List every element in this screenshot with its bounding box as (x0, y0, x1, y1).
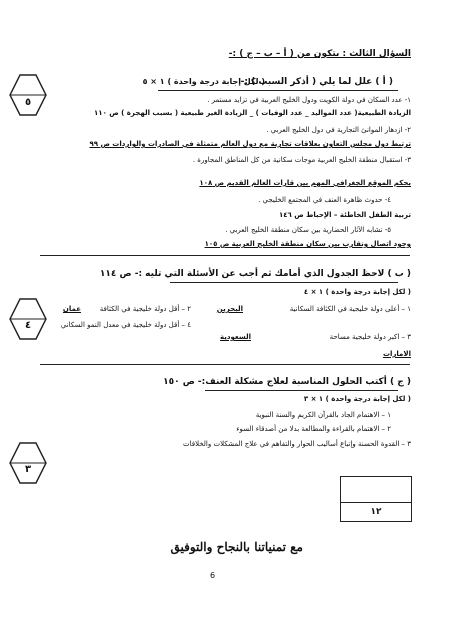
part-c-grading: ( لكل إجابة درجة واحدة ) ١ × ٣ (303, 395, 411, 403)
footer-wish: مع تمنياتنا بالنجاح والتوفيق (170, 540, 303, 554)
part-c-line-2: ٢ – الاهتمام بالقراءة والمطالعة بدلا من أصدقاء السوء (236, 425, 391, 433)
score-hexagon-b-value: ٤ (24, 320, 32, 331)
total-score-value: ١٢ (370, 507, 382, 517)
part-b-heading-underline (170, 282, 398, 283)
part-b-answer-1: البحرين (216, 305, 243, 313)
part-a-line-3: ٣- استقبال منطقة الخليج العربية موجات سكانية من كل المناطق المجاورة . (192, 156, 411, 164)
part-a-answer-4: تربية الطفل الخاطئة – الإحباط ص ١٤٦ (278, 211, 411, 219)
part-a-answer-5: وجود اتصال وتقارب بين سكان منطقة الخليج العربية ص ١٠٥ (204, 240, 411, 248)
section-title: السؤال الثالث : يتكون من ( أ – ب – ج ) :- (228, 49, 411, 59)
part-b-question-3: ٣ – اكبر دولة خليجية مساحة (329, 333, 411, 341)
part-b-question-1: ١ – أعلى دولة خليجية في الكثافة السكانية (289, 305, 411, 313)
part-a-line-2: ٢- ازدهار الموانئ التجارية في دول الخليج العربي . (266, 126, 411, 134)
part-a-line-1: ١- عدد السكان في دولة الكويت ودول الخليج العربية في تزايد مستمر . (207, 96, 411, 104)
section-divider-2 (40, 364, 410, 365)
part-b-answer-2: عمان (62, 305, 81, 313)
total-score-box (340, 476, 412, 522)
score-hexagon-a-value: ٥ (24, 97, 32, 108)
part-b-answer-3: السعودية (220, 333, 251, 341)
part-a-answer-3: بحكم الموقع الجغرافي المهم بين قارات العالم القديم ص ١٠٨ (199, 179, 411, 187)
part-c-line-1: ١ – الاهتمام الجاد بالقرآن الكريم والسنة النبوية (255, 411, 391, 419)
score-hexagon-c-value: ٣ (24, 464, 32, 475)
part-a-answer-2: ترتبط دول مجلس التعاون بعلاقات تجارية مع دول العالم متمثلة في الصادرات والواردات ص ٩٩ (89, 140, 411, 148)
score-hexagon-b (8, 297, 48, 341)
part-a-heading: ( أ ) علل لما يلي ( أذكر السبب ) :- (240, 77, 393, 87)
part-b-question-4: ٤ – أقل دولة خليجية في معدل النمو السكاني (60, 321, 191, 329)
score-hexagon-a (8, 73, 48, 117)
part-b-question-2: ٢ – أقل دولة خليجية في الكثافة (99, 305, 191, 313)
part-a-heading-underline (158, 90, 398, 91)
part-b-heading: ( ب ) لاحظ الجدول الذي أمامك ثم أجب عن الأسئلة التي تليه :- ص ١١٤ (99, 269, 411, 279)
page-number: 6 (210, 571, 216, 580)
part-c-heading: ( ج ) أكتب الحلول المناسبة لعلاج مشكلة العنف:- ص ١٥٠ (163, 377, 411, 387)
part-a-line-5: ٥- تشابه الآثار الحضارية بين سكان منطقة الخليج العربي . (225, 226, 391, 234)
score-hexagon-c (8, 441, 48, 485)
part-a-answer-1: الزيادة الطبيعية( عدد المواليد _ عدد الوفيات ) _ الزيادة الغير طبيعية ( بسبب الهجرة ) ص ١١٠ (94, 109, 411, 117)
part-b-grading: ( لكل إجابة درجة واحدة ) ١ × ٤ (303, 288, 411, 296)
part-b-answer-4: الامارات (382, 350, 411, 358)
part-a-line-4: ٤- حدوث ظاهرة العنف في المجتمع الخليجي . (258, 196, 391, 204)
section-divider (40, 255, 410, 256)
part-c-line-3: ٣ – القدوة الحسنة وإتباع أساليب الحوار والتفاهم في علاج المشكلات والخلافات (183, 440, 411, 448)
part-c-heading-underline (205, 390, 398, 391)
part-a-grading: ( لكل إجابة درجة واحدة ) ١ × ٥ (142, 77, 265, 86)
